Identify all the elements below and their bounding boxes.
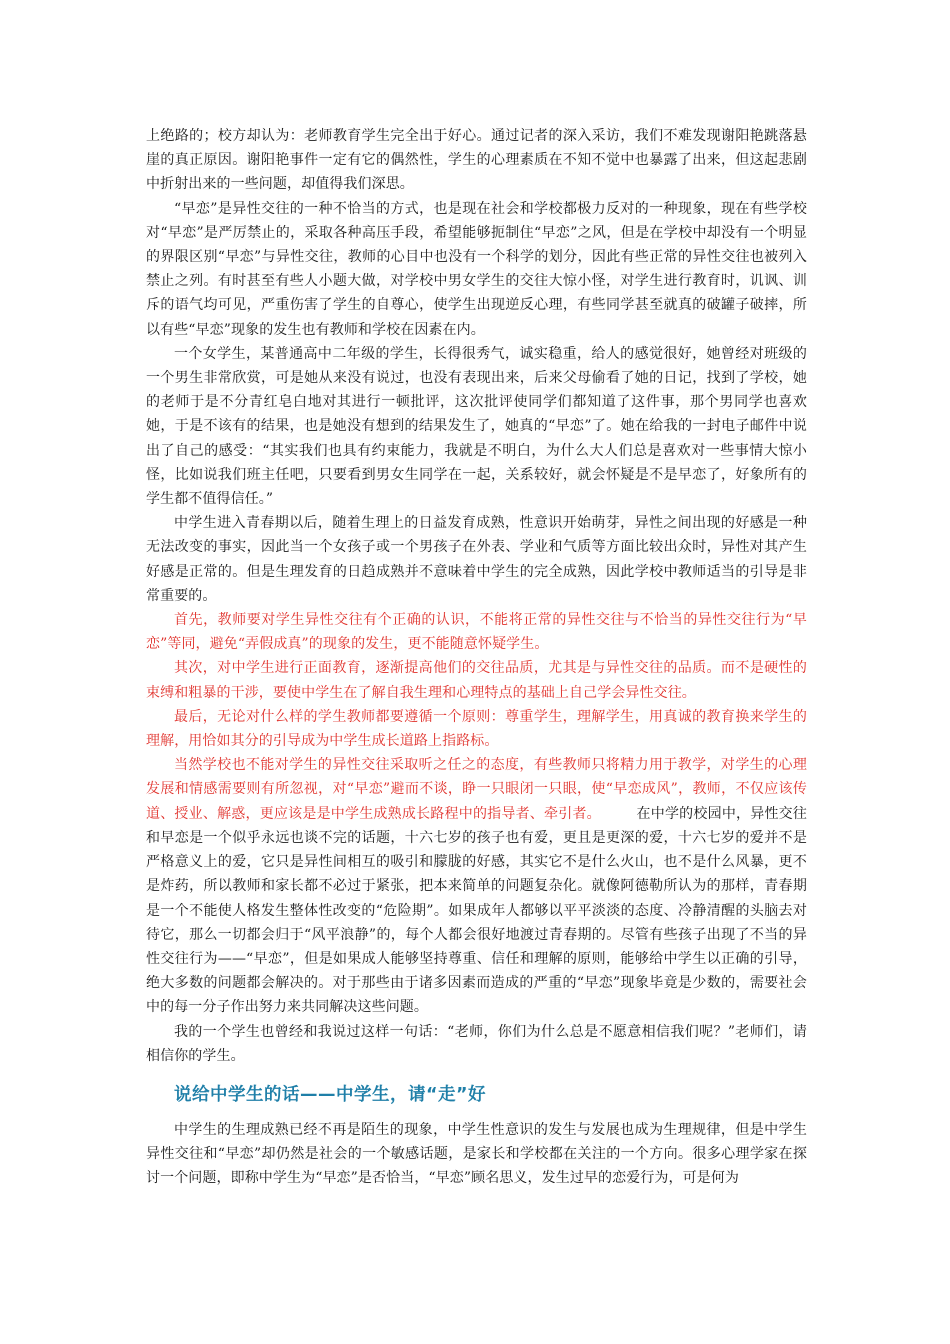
paragraph-4: 中学生进入青春期以后，随着生理上的日益发育成熟，性意识开始萌芽，异性之间出现的好感是一种无法改变的事实，因此当一个女孩子或一个男孩子在外表、学业和气质等方面比较出众时，异性对其产生好感是正常的。但是生理发育的日趋成熟并不意味着中学生的完全成熟，因此学校中教师适当的引导是非常重要的。 xyxy=(146,515,807,604)
paragraph-second-point: 其次，对中学生进行正面教育，逐渐提高他们的交往品质，尤其是与异性交往的品质。而不是硬性的束缚和粗暴的干涉，要使中学生在了解自我生理和心理特点的基础上自己学会异性交往。 xyxy=(146,660,807,701)
paragraph-mixed xyxy=(146,753,807,1019)
paragraph-2: “早恋”是异性交往的一种不恰当的方式，也是现在社会和学校都极力反对的一种现象，现在有些学校对“早恋”是严厉禁止的，采取各种高压手段，希望能够扼制住“早恋”之风，但是在学校中却没有一个明显的界限区别“早恋”与异性交往，教师的心目中也没有一个科学的划分，因此有些正常的异性交往也被列入禁止之列。有时甚至有些人小题大做，对学校中男女学生的交往大惊小怪，对学生进行教育时，讥讽、训斥的语气均可见，严重伤害了学生的自尊心，使学生出现逆反心理，有些同学甚至就真的破罐子破摔，所以有些“早恋”现象的发生也有教师和学校在因素在内。 xyxy=(146,200,807,338)
paragraph-closing: 我的一个学生也曾经和我说过这样一句话：“老师，你们为什么总是不愿意相信我们呢？”老师们，请相信你的学生。 xyxy=(146,1023,807,1064)
paragraph-black-segment: 在中学的校园中，异性交往和早恋是一个似乎永远也谈不完的话题，十六七岁的孩子也有爱，更且是更深的爱，十六七岁的爱并不是严格意义上的爱，它只是异性间相互的吸引和朦胧的好感，其实它不是什么火山，也不是什么风暴，更不是炸药，所以教师和家长都不必过于紧张，把本来简单的问题复杂化。就像阿德勒所认为的那样，青春期是一个不能使人格发生整体性改变的“危险期”。如果成年人都够以平平淡淡的态度、冷静清醒的头脑去对待它，那么一切都会归于“风平浪静”的，每个人都会很好地渡过青春期的。尽管有些孩子出现了不当的异性交往行为——“早恋”，但是如果成人能够坚持尊重、信任和理解的原则，能够给中学生以正确的引导，绝大多数的问题都会解决的。对于那些由于诸多因素而造成的严重的“早恋”现象毕竟是少数的，需要社会中的每一分子作出努力来共同解决这些问题。 xyxy=(146,805,807,1016)
paragraph-3: 一个女学生，某普通高中二年级的学生，长得很秀气，诚实稳重，给人的感觉很好，她曾经对班级的一个男生非常欣赏，可是她从来没有说过，也没有表现出来，后来父母偷看了她的日记，找到了学校，她的老师于是不分青红皂白地对其进行一顿批评，这次批评使同学们都知道了这件事，那个男同学也喜欢她，于是不该有的结果，也是她没有想到的结果发生了，她真的“早恋”了。她在给我的一封电子邮件中说出了自己的感受：“其实我们也具有约束能力，我就是不明白，为什么大人们总是喜欢对一些事情大惊小怪，比如说我们班主任吧，只要看到男女生同学在一起，关系较好，就会怀疑是不是早恋了，好象所有的学生都不值得信任。” xyxy=(146,345,807,508)
paragraph-1: 上绝路的；校方却认为：老师教育学生完全出于好心。通过记者的深入采访，我们不难发现谢阳艳跳落悬崖的真正原因。谢阳艳事件一定有它的偶然性，学生的心理素质在不知不觉中也暴露了出来，但这起悲剧中折射出来的一些问题，却值得我们深思。 xyxy=(146,128,807,193)
paragraph-section-intro: 中学生的生理成熟已经不再是陌生的现象，中学生性意识的发生与发展也成为生理规律，但是中学生异性交往和“早恋”却仍然是社会的一个敏感话题，是家长和学校都在关注的一个方向。很多心理学家在探讨一个问题，即称中学生为“早恋”是否恰当，“早恋”顾名思义，发生过早的恋爱行为，可是何为 xyxy=(146,1121,807,1187)
inline-gap xyxy=(594,806,637,822)
paragraph-first-point: 首先，教师要对学生异性交往有个正确的认识，不能将正常的异性交往与不恰当的异性交往行为“早恋”等同，避免“弄假成真”的现象的发生，更不能随意怀疑学生。 xyxy=(146,612,807,653)
paragraph-red-segment: 当然学校也不能对学生的异性交往采取听之任之的态度，有些教师只将精力用于教学，对学生的心理发展和情感需要则有所忽视，对“早恋”避而不谈，睁一只眼闭一只眼，使“早恋成风”，教师，不仅应该传道、授业、解惑，更应该是是中学生成熟成长路程中的指导者、牵引者。 xyxy=(146,757,807,822)
paragraph-final-point: 最后，无论对什么样的学生教师都要遵循一个原则：尊重学生，理解学生，用真诚的教育换来学生的理解，用恰如其分的引导成为中学生成长道路上指路标。 xyxy=(146,708,807,750)
section-heading: 说给中学生的话——中学生，请“走”好 xyxy=(174,1084,487,1105)
